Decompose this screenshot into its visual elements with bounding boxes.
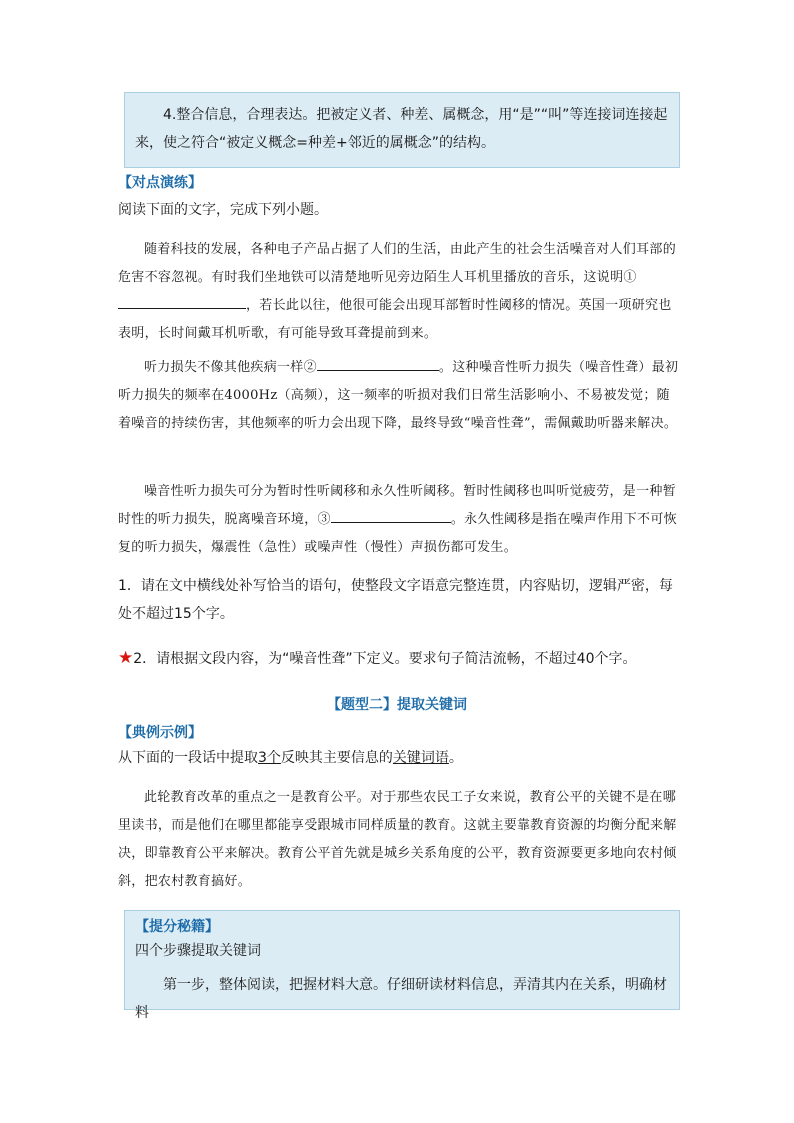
blank-marker-2: ② <box>303 360 317 375</box>
tip-subheading: 四个步骤提取关键词 <box>135 943 261 959</box>
fill-blank-3[interactable] <box>331 508 451 523</box>
passage-paragraph-2: 听力损失不像其他疾病一样② 。这种噪音性听力损失（噪音性聋）最初听力损失的频率在4000Hz（高频），这一频率的听损对我们日常生活影响小、不易被发觉；随着噪音的持续伤害，其他频率的听力会出现下降，最终导致“噪音性聋”，需佩戴助听器来解决。 <box>118 354 680 438</box>
tip-text: 4.整合信息，合理表达。把被定义者、种差、属概念，用“是”“叫”等连接词连接起来，使之符合“被定义概念=种差+邻近的属概念”的结构。 <box>135 107 668 151</box>
star-icon: ★ <box>118 648 134 668</box>
tip-box-bottom <box>124 910 680 1021</box>
tip-step-1: 第一步，整体阅读，把握材料大意。仔细研读材料信息，弄清其内在关系，明确材料 <box>135 977 667 1021</box>
blank-marker-1: ① <box>623 270 637 285</box>
fill-blank-1[interactable] <box>118 294 246 309</box>
question-2: ★2．请根据文段内容，为“噪音性聋”下定义。要求句子简洁流畅，不超过40个字。 <box>118 648 637 668</box>
passage-paragraph-3: 噪音性听力损失可分为暂时性听阈移和永久性听阈移。暂时性阈移也叫听觉疲劳，是一种暂时性的听力损失，脱离噪音环境，③ 。永久性阈移是指在噪声作用下不可恢复的听力损失，爆震性（急性）或噪声性（慢性）声损伤都可发生。 <box>118 484 677 555</box>
tip-heading: 【提分秘籍】 <box>135 919 219 935</box>
practice-heading: 【对点演练】 <box>118 175 202 191</box>
section-heading: 【题型二】提取关键词 <box>327 697 467 713</box>
fill-blank-2[interactable] <box>317 356 439 371</box>
example-passage: 此轮教育改革的重点之一是教育公平。对于那些农民工子女来说，教育公平的关键不是在哪里读书，而是他们在哪里都能享受跟城市同样质量的教育。这就主要靠教育资源的均衡分配来解决，即靠教育公平来解决。教育公平首先就是城乡关系角度的公平，教育资源要更多地向农村倾斜，把农村教育搞好。 <box>118 790 677 889</box>
example-heading: 【典例示例】 <box>118 725 202 741</box>
tip-box-top <box>124 92 680 168</box>
practice-instruction: 阅读下面的文字，完成下列小题。 <box>118 202 328 218</box>
blank-marker-3: ③ <box>317 512 331 527</box>
example-instruction: 从下面的一段话中提取3个反映其主要信息的关键词语。 <box>118 750 463 766</box>
passage-paragraph-1: 随着科技的发展，各种电子产品占据了人们的生活，由此产生的社会生活噪音对人们耳部的危害不容忽视。有时我们坐地铁可以清楚地听见旁边陌生人耳机里播放的音乐，这说明①，若长此以往，他很可能会出现耳部暂时性阈移的情况。英国一项研究也表明，长时间戴耳机听歌，有可能导致耳聋提前到来。 <box>118 242 677 341</box>
question-1: 1．请在文中横线处补写恰当的语句，使整段文字语意完整连贯，内容贴切，逻辑严密，每处不超过15个字。 <box>118 578 673 622</box>
